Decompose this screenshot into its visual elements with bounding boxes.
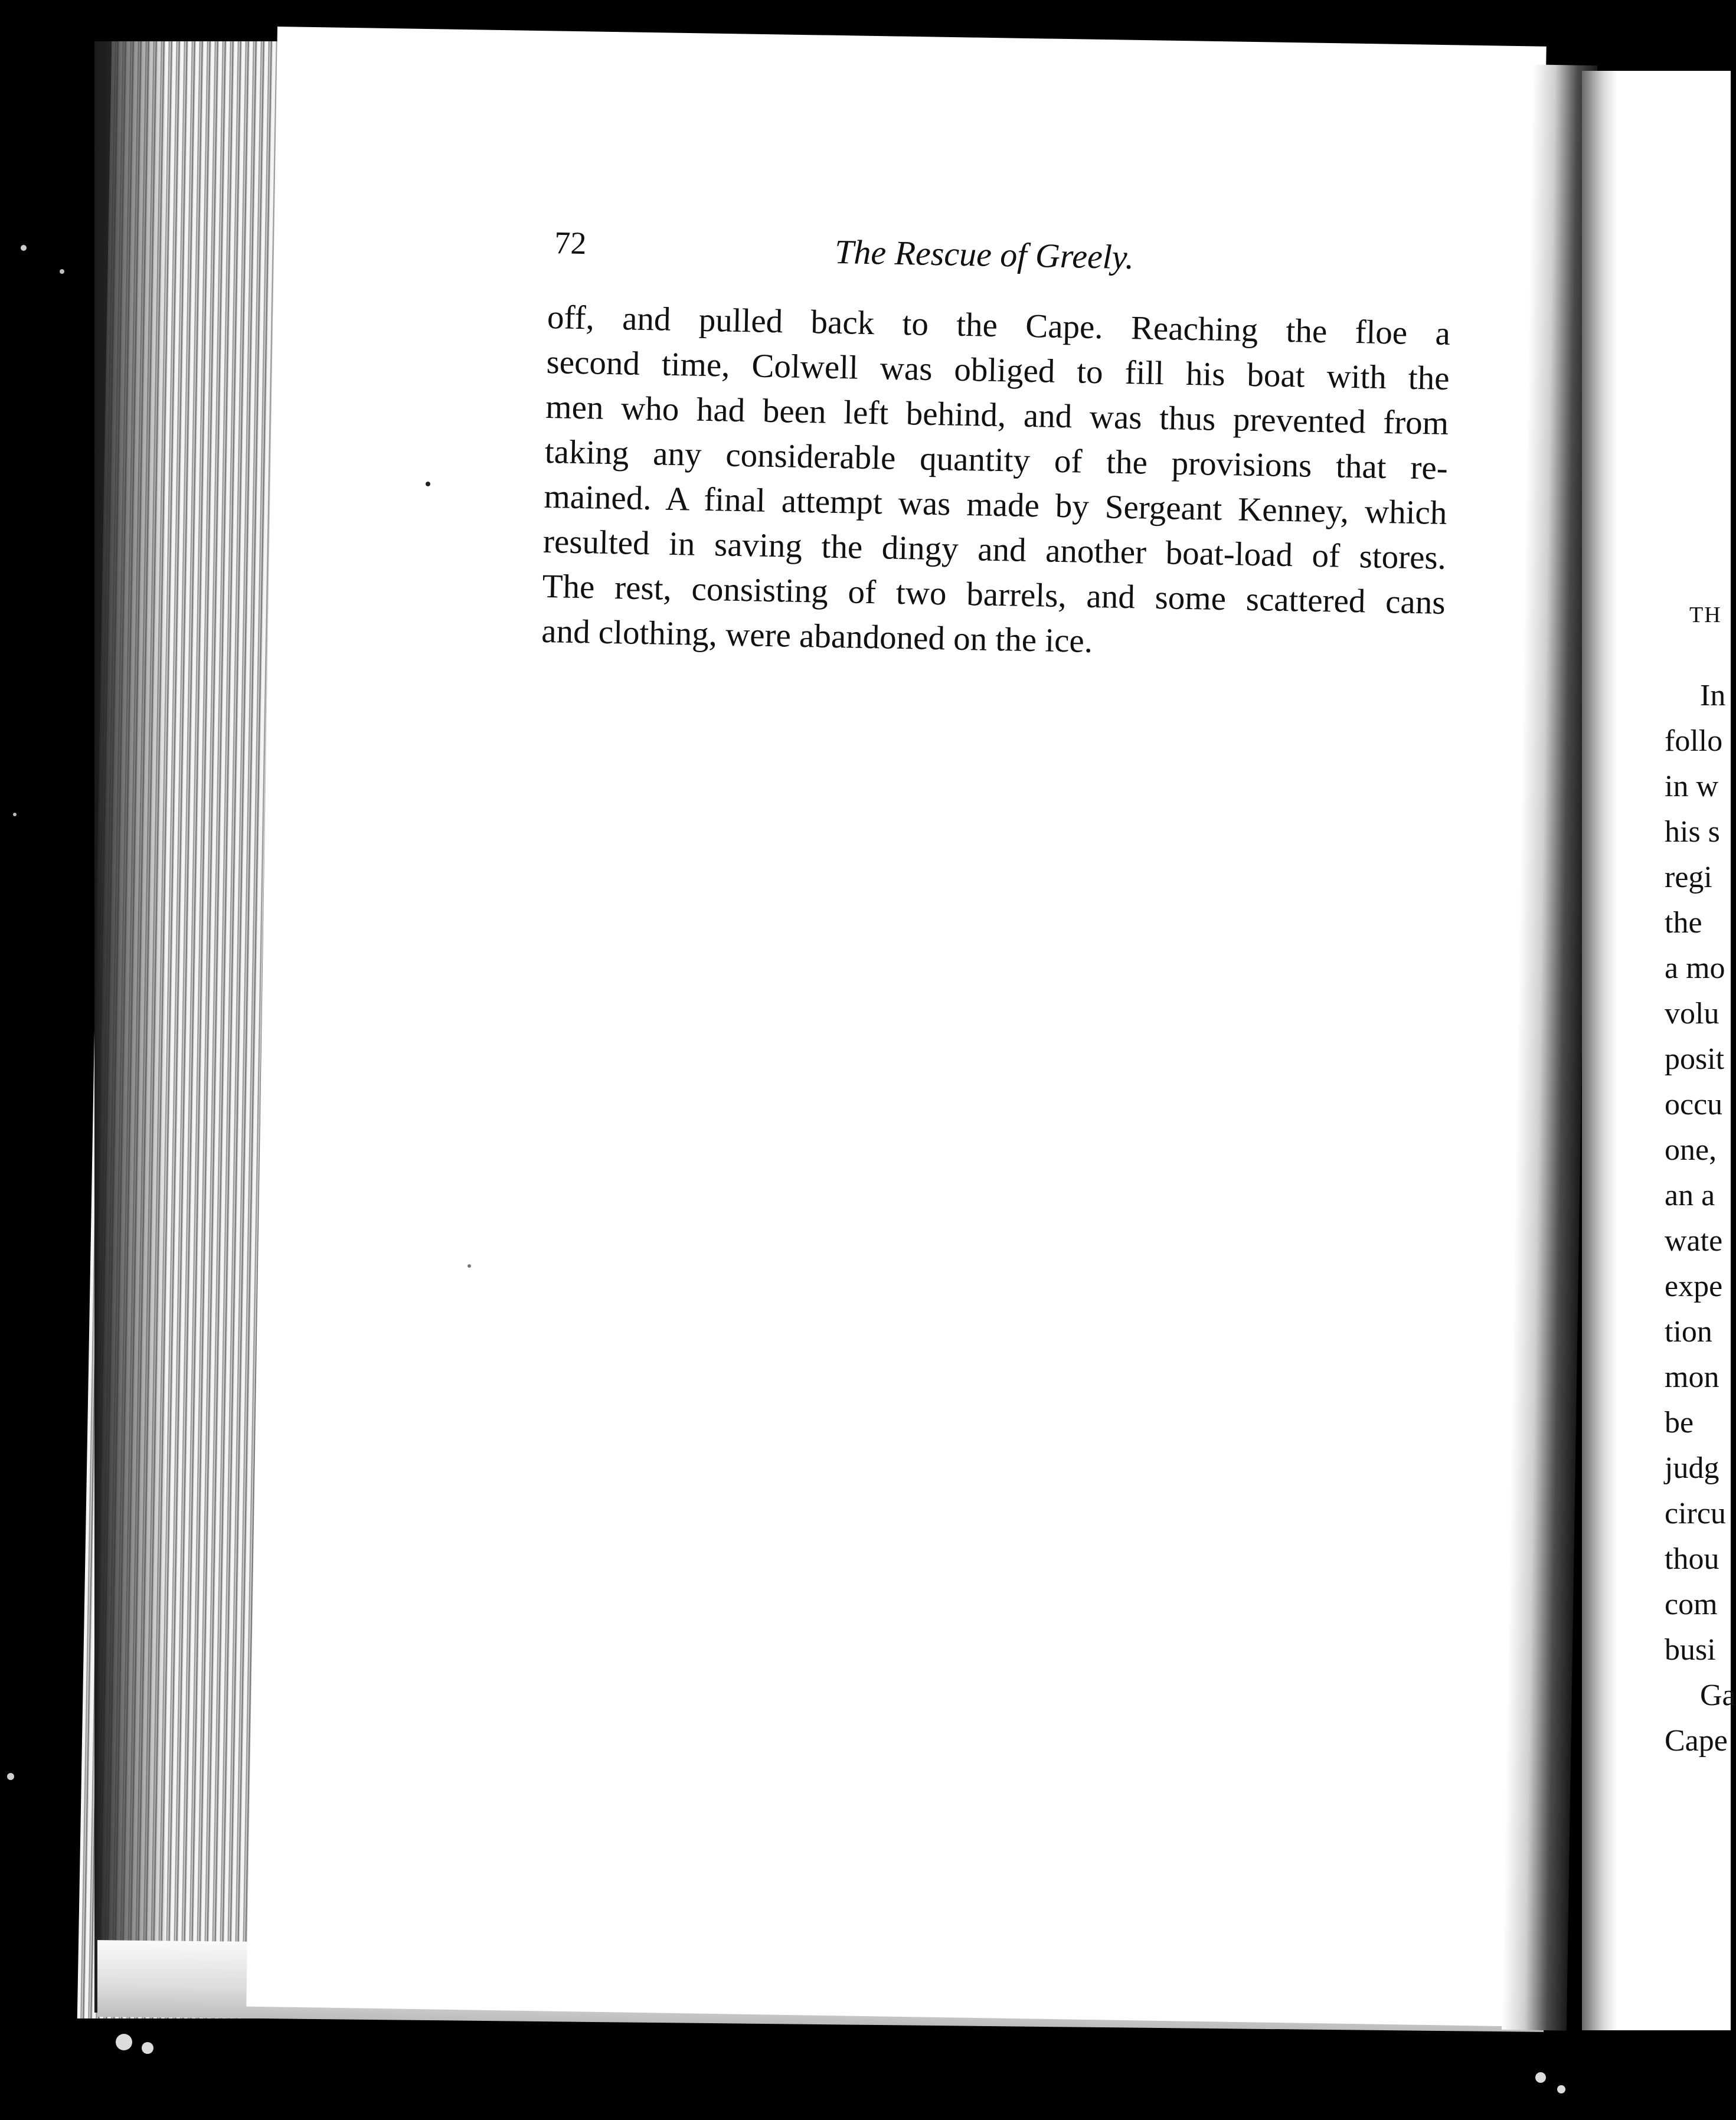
- right-line: an a: [1665, 1179, 1715, 1212]
- right-line: In: [1700, 679, 1726, 712]
- page-number: 72: [554, 225, 587, 261]
- body-line: men who had been left behind, and was thus prevented from: [545, 388, 1449, 442]
- body-line: and clothing, were abandoned on the ice.: [541, 612, 1093, 660]
- right-line: follo: [1665, 724, 1723, 758]
- right-line: volu: [1665, 997, 1719, 1030]
- right-line: be: [1665, 1406, 1694, 1439]
- body-line: off, and pulled back to the Cape. Reaching the floe a: [547, 298, 1451, 353]
- body-line: resulted in saving the dingy and another boat-load of stores.: [542, 522, 1447, 577]
- left-page-text: [541, 224, 1452, 670]
- running-title: The Rescue of Greely.: [834, 232, 1135, 277]
- right-page-heading: TH: [1689, 603, 1722, 627]
- body-line: taking any considerable quantity of the provisions that re-: [544, 433, 1449, 487]
- right-line: his s: [1665, 815, 1720, 849]
- right-line: tion: [1665, 1315, 1712, 1349]
- body-line: mained. A final attempt was made by Sergeant Kenney, which: [543, 477, 1447, 532]
- body-line: second time, Colwell was obliged to fill his boat with the: [546, 343, 1450, 397]
- right-page-text: [1665, 673, 1736, 1764]
- right-line: Cape: [1665, 1724, 1728, 1758]
- right-line: in w: [1665, 770, 1718, 803]
- binding-shadow: [94, 41, 165, 2013]
- right-line: a mo: [1665, 951, 1725, 985]
- right-line: judg: [1665, 1451, 1719, 1485]
- right-line: Ga: [1700, 1679, 1736, 1712]
- body-paragraph: [541, 295, 1451, 670]
- right-line: the: [1665, 906, 1702, 940]
- right-line: posit: [1665, 1042, 1725, 1076]
- right-line: com: [1665, 1588, 1718, 1621]
- right-line: expe: [1665, 1270, 1723, 1303]
- right-line: wate: [1665, 1224, 1723, 1258]
- right-line: mon: [1665, 1360, 1719, 1394]
- right-line: busi: [1665, 1633, 1716, 1667]
- right-line: thou: [1665, 1542, 1719, 1576]
- right-line: one,: [1665, 1133, 1717, 1167]
- right-page-shadow: [1582, 71, 1617, 2030]
- right-line: regi: [1665, 861, 1712, 894]
- body-line: The rest, consisting of two barrels, and some scattered cans: [542, 567, 1446, 621]
- right-line: circu: [1665, 1497, 1726, 1530]
- right-line: occu: [1665, 1088, 1723, 1121]
